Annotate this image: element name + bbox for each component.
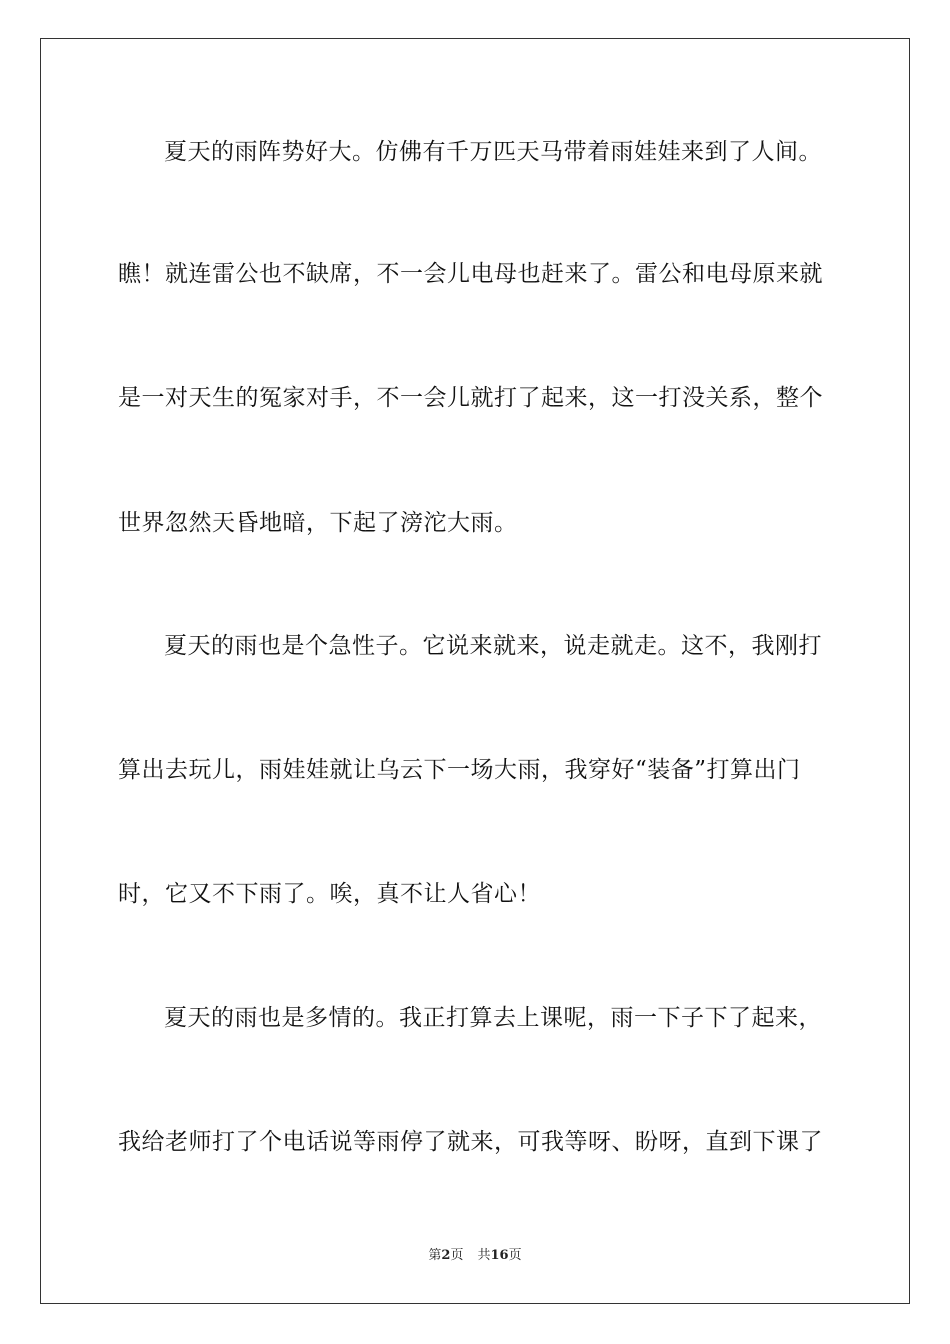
paragraph-1-line-3: 是一对天生的冤家对手，不一会儿就打了起来，这一打没关系，整个 — [118, 385, 823, 411]
total-suffix: 页 — [508, 1248, 522, 1263]
paragraph-1-line-1: 夏天的雨阵势好大。仿佛有千万匹天马带着雨娃娃来到了人间。 — [164, 139, 822, 165]
paragraph-2-line-2: 算出去玩儿，雨娃娃就让乌云下一场大雨，我穿好“装备”打算出门 — [118, 757, 801, 783]
paragraph-3-line-1: 夏天的雨也是多情的。我正打算去上课呢，雨一下子下了起来， — [164, 1005, 822, 1031]
paragraph-1-line-2: 瞧！就连雷公也不缺席，不一会儿电母也赶来了。雷公和电母原来就 — [118, 261, 823, 287]
page-prefix: 第 — [428, 1248, 442, 1263]
total-pages: 16 — [490, 1248, 509, 1263]
page-frame — [40, 38, 910, 1304]
paragraph-2-line-1: 夏天的雨也是个急性子。它说来就来，说走就走。这不，我刚打 — [164, 633, 822, 659]
page-suffix: 页 — [450, 1248, 464, 1263]
page-footer — [0, 1247, 950, 1265]
paragraph-1-line-4: 世界忽然天昏地暗，下起了滂沱大雨。 — [118, 510, 518, 536]
total-prefix: 共 — [477, 1248, 491, 1263]
paragraph-3-line-2: 我给老师打了个电话说等雨停了就来，可我等呀、盼呀，直到下课了 — [118, 1129, 823, 1155]
page-number: 2 — [441, 1248, 451, 1263]
paragraph-2-line-3: 时，它又不下雨了。唉，真不让人省心！ — [118, 881, 541, 907]
